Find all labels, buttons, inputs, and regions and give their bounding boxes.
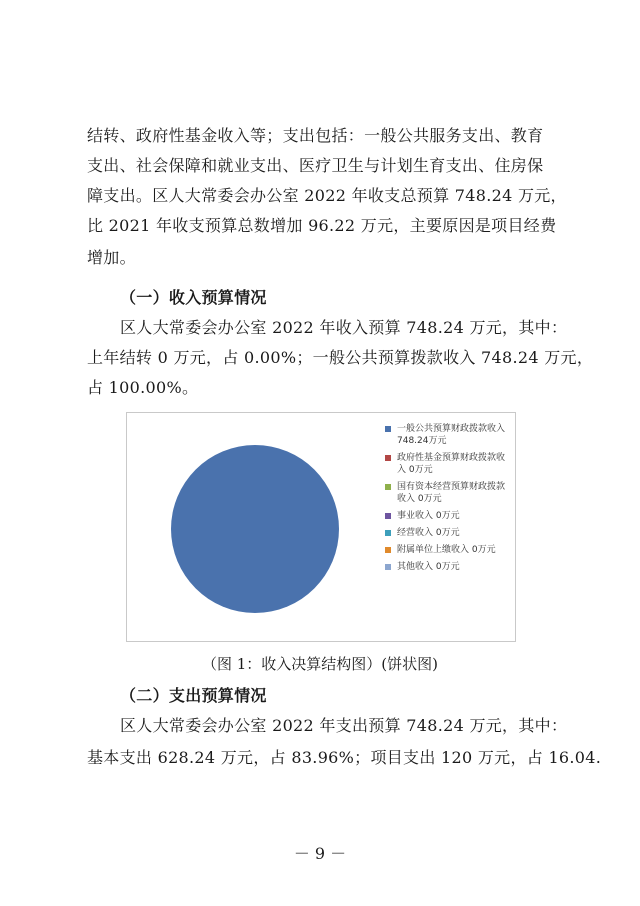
legend-swatch [385,426,391,432]
pie-chart-figure [126,412,516,642]
legend-label: 经营收入 0万元 [397,528,460,538]
section-heading-expense: （二）支出预算情况 [120,686,267,705]
legend-swatch [385,530,391,536]
legend-item [385,510,513,522]
legend-swatch [385,484,391,490]
chart-legend [385,423,513,578]
figure-caption: （图 1：收入决算结构图）(饼状图) [201,655,439,673]
paragraph-line: 比 2021 年收支预算总数增加 96.22 万元，主要原因是项目经费 [87,216,557,235]
legend-item [385,481,513,505]
legend-item [385,452,513,476]
paragraph-line: 区人大常委会办公室 2022 年收入预算 748.24 万元，其中： [120,318,568,337]
legend-label: 事业收入 0万元 [397,511,460,521]
paragraph-line: 上年结转 0 万元，占 0.00%；一般公共预算拨款收入 748.24 万元， [87,348,594,367]
legend-swatch [385,547,391,553]
legend-label: 附属单位上缴收入 0万元 [397,545,496,555]
legend-label: 国有资本经营预算财政拨款收入 0万元 [397,482,506,504]
legend-item [385,423,513,447]
section-heading-income: （一）收入预算情况 [120,288,267,307]
page-number: － 9 － [293,844,347,863]
paragraph-line: 占 100.00%。 [87,378,199,397]
paragraph-line: 支出、社会保障和就业支出、医疗卫生与计划生育支出、住房保 [87,156,544,175]
paragraph-line: 区人大常委会办公室 2022 年支出预算 748.24 万元，其中： [120,716,568,735]
legend-swatch [385,564,391,570]
legend-item [385,527,513,539]
paragraph-line: 结转、政府性基金收入等；支出包括：一般公共服务支出、教育 [87,126,544,145]
legend-item [385,544,513,556]
legend-swatch [385,513,391,519]
pie-slice [171,445,339,613]
legend-label: 一般公共预算财政拨款收入 748.24万元 [397,424,506,446]
paragraph-line: 障支出。区人大常委会办公室 2022 年收支总预算 748.24 万元， [87,186,567,205]
legend-label: 政府性基金预算财政拨款收入 0万元 [397,453,506,475]
legend-label: 其他收入 0万元 [397,562,460,572]
legend-swatch [385,455,391,461]
paragraph-line: 增加。 [87,248,136,267]
legend-item [385,561,513,573]
paragraph-line: 基本支出 628.24 万元，占 83.96%；项目支出 120 万元，占 16.04. [87,748,602,767]
